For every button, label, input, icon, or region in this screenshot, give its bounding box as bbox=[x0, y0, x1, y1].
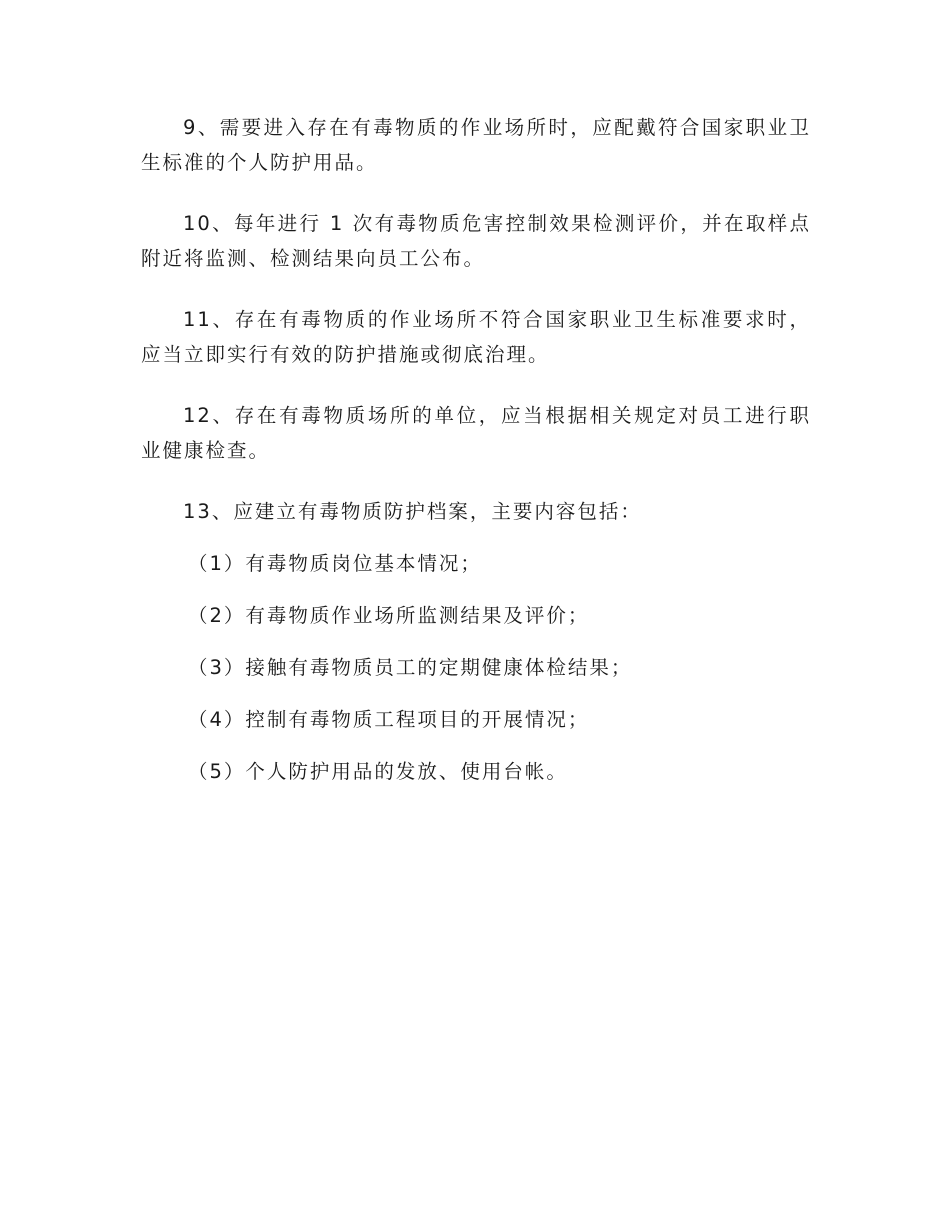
paragraph-13: 13、应建立有毒物质防护档案，主要内容包括： bbox=[183, 500, 642, 523]
list-item-2: （2）有毒物质作业场所监测结果及评价； bbox=[188, 604, 590, 627]
paragraph-9: 9、需要进入存在有毒物质的作业场所时，应配戴符合国家职业卫生标准的个人防护用品。 bbox=[141, 116, 811, 174]
list-item-3: （3）接触有毒物质员工的定期健康体检结果； bbox=[188, 656, 633, 679]
list-item-1: （1）有毒物质岗位基本情况； bbox=[188, 552, 482, 575]
list-item-4: （4）控制有毒物质工程项目的开展情况； bbox=[188, 708, 590, 731]
list-item-5: （5）个人防护用品的发放、使用台帐。 bbox=[188, 760, 568, 783]
paragraph-10: 10、每年进行 1 次有毒物质危害控制效果检测评价，并在取样点附近将监测、检测结果向员工公布。 bbox=[141, 212, 811, 270]
paragraph-11: 11、存在有毒物质的作业场所不符合国家职业卫生标准要求时，应当立即实行有效的防护措施或彻底治理。 bbox=[141, 308, 811, 366]
document-body bbox=[141, 110, 811, 806]
paragraph-12: 12、存在有毒物质场所的单位，应当根据相关规定对员工进行职业健康检查。 bbox=[141, 404, 811, 462]
